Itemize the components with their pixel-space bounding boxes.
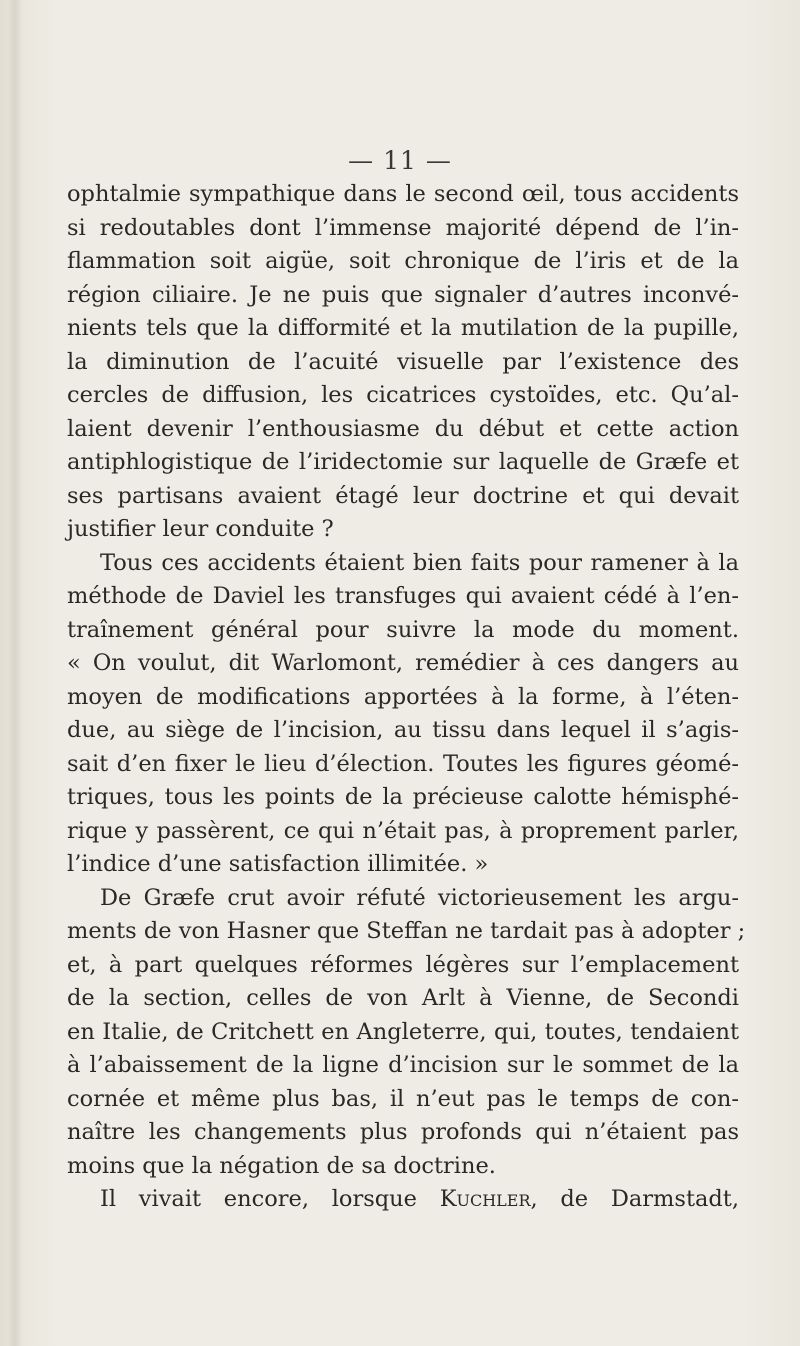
text-line: cercles de diffusion, les cicatrices cystoïdes, etc. Qu’al-	[67, 382, 739, 408]
text-line: moyen de modifications apportées à la forme, à l’éten-	[67, 683, 739, 710]
text-line: Tous ces accidents étaient bien faits pour ramener à la	[100, 549, 739, 576]
text-line: si redoutables dont l’immense majorité dépend de l’in-	[67, 214, 739, 241]
final-line-end: , de Darmstadt,	[530, 1186, 739, 1212]
text-line: nients tels que la difformité et la mutilation de la pupille,	[67, 315, 739, 341]
text-line: l’indice d’une satisfaction illimitée. »	[67, 851, 489, 877]
text-line: la diminution de l’acuité visuelle par l’existence des	[67, 348, 739, 375]
page-number: — 11 —	[348, 146, 452, 175]
text-line: ses partisans avaient étagé leur doctrine et qui devait	[67, 482, 739, 509]
text-line: De Græfe crut avoir réfuté victorieusement les argu-	[100, 884, 739, 911]
text-line: méthode de Daviel les transfuges qui avaient cédé à l’en-	[67, 583, 739, 609]
text-line: « On voulut, dit Warlomont, remédier à ces dangers au	[67, 650, 739, 676]
text-line: sait d’en fixer le lieu d’élection. Toutes les figures géomé-	[67, 750, 739, 777]
body-text	[67, 178, 746, 1217]
text-line: traînement général pour suivre la mode du moment.	[67, 616, 739, 643]
page-gutter-shadow	[8, 0, 22, 1346]
text-line: antiphlogistique de l’iridectomie sur laquelle de Græfe et	[67, 449, 739, 475]
author-name-kuchler: Kuchler	[439, 1186, 531, 1212]
text-line: en Italie, de Critchett en Angleterre, qui, toutes, tendaient	[67, 1018, 739, 1045]
text-line: justifier leur conduite ?	[67, 516, 334, 542]
text-line: cornée et même plus bas, il n’eut pas le temps de con-	[67, 1085, 739, 1112]
text-line: naître les changements plus profonds qui n’étaient pas	[67, 1119, 739, 1145]
text-line-final	[67, 1183, 739, 1217]
text-line: région ciliaire. Je ne puis que signaler d’autres inconvé-	[67, 281, 739, 308]
text-line: due, au siège de l’incision, au tissu dans lequel il s’agis-	[67, 717, 739, 743]
text-line: rique y passèrent, ce qui n’était pas, à proprement parler,	[67, 817, 739, 844]
text-line: triques, tous les points de la précieuse calotte hémisphé-	[67, 784, 739, 810]
text-line: ophtalmie sympathique dans le second œil, tous accidents	[67, 181, 739, 207]
text-line: laient devenir l’enthousiasme du début et cette action	[67, 415, 739, 442]
text-line: à l’abaissement de la ligne d’incision sur le sommet de la	[67, 1052, 739, 1078]
text-line: moins que la négation de sa doctrine.	[67, 1152, 496, 1179]
text-line: et, à part quelques réformes légères sur l’emplacement	[67, 951, 739, 978]
text-line: de la section, celles de von Arlt à Vienne, de Secondi	[67, 985, 739, 1011]
text-line: ments de von Hasner que Steffan ne tardait pas à adopter ;	[67, 918, 746, 944]
final-line-start: Il vivait encore, lorsque	[100, 1186, 440, 1212]
text-line: flammation soit aigüe, soit chronique de l’iris et de la	[67, 248, 739, 274]
